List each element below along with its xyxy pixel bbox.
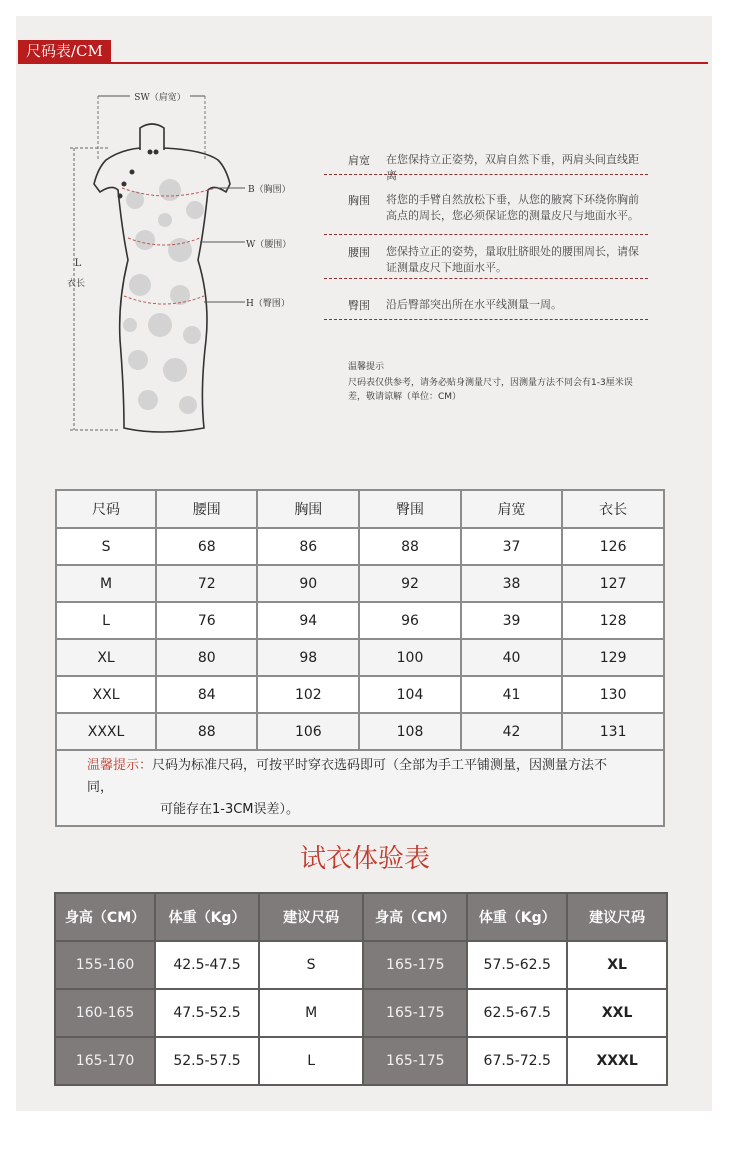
fit-row bbox=[55, 1037, 667, 1085]
header-cell: 体重（Kg） bbox=[155, 893, 259, 941]
table-cell: 130 bbox=[562, 676, 664, 713]
header-cell: 体重（Kg） bbox=[467, 893, 567, 941]
measure-label: 臀围 bbox=[348, 299, 370, 312]
measure-label: 肩宽 bbox=[348, 154, 370, 167]
size-cell: XL bbox=[567, 941, 667, 989]
table-row bbox=[56, 639, 664, 676]
height-cell: 155-160 bbox=[55, 941, 155, 989]
table-row bbox=[56, 713, 664, 750]
table-row bbox=[56, 565, 664, 602]
table-cell: 90 bbox=[257, 565, 359, 602]
table-cell: 131 bbox=[562, 713, 664, 750]
height-cell: 165-175 bbox=[363, 941, 467, 989]
height-cell: 165-170 bbox=[55, 1037, 155, 1085]
table-cell: 40 bbox=[461, 639, 562, 676]
dashed-divider bbox=[324, 319, 648, 320]
measure-desc: 您保持立正的姿势，量取肚脐眼处的腰围周长，请保证测量皮尺下地面水平。 bbox=[386, 245, 639, 274]
weight-cell: 47.5-52.5 bbox=[155, 989, 259, 1037]
weight-cell: 67.5-72.5 bbox=[467, 1037, 567, 1085]
table-row bbox=[56, 676, 664, 713]
table-cell: 108 bbox=[359, 713, 461, 750]
table-cell: 42 bbox=[461, 713, 562, 750]
measure-bust bbox=[324, 192, 648, 232]
table-cell: 126 bbox=[562, 528, 664, 565]
measure-desc: 沿后臀部突出所在水平线测量一周。 bbox=[386, 298, 562, 311]
fit-row bbox=[55, 941, 667, 989]
waist-label: W（腰围） bbox=[246, 240, 292, 250]
header-cell: 建议尺码 bbox=[567, 893, 667, 941]
trial-title: 试衣体验表 bbox=[299, 844, 430, 874]
table-cell: 104 bbox=[359, 676, 461, 713]
height-cell: 165-175 bbox=[363, 1037, 467, 1085]
table-cell: 80 bbox=[156, 639, 257, 676]
size-cell: XXXL bbox=[56, 713, 156, 750]
weight-cell: 42.5-47.5 bbox=[155, 941, 259, 989]
table-cell: 92 bbox=[359, 565, 461, 602]
note-line-1: 尺码为标准尺码，可按平时穿衣选码即可（全部为手工平铺测量，因测量方法不同， bbox=[87, 758, 608, 795]
measure-label: 胸围 bbox=[348, 194, 370, 207]
header-cell: 身高（CM） bbox=[55, 893, 155, 941]
header-cell: 肩宽 bbox=[461, 490, 562, 528]
hip-label: H（臀围） bbox=[246, 299, 290, 309]
title-underline bbox=[18, 62, 708, 64]
fit-row bbox=[55, 989, 667, 1037]
measure-hip bbox=[324, 297, 648, 321]
measure-desc: 在您保持立正姿势，双肩自然下垂，两肩头间直线距离 bbox=[386, 153, 639, 182]
tip-title: 温馨提示 bbox=[348, 362, 385, 372]
size-table bbox=[55, 489, 665, 827]
weight-cell: 62.5-67.5 bbox=[467, 989, 567, 1037]
table-cell: 39 bbox=[461, 602, 562, 639]
fit-table bbox=[54, 892, 668, 1086]
note-label: 温馨提示： bbox=[87, 758, 153, 773]
dashed-divider bbox=[324, 278, 648, 279]
size-cell: XXL bbox=[567, 989, 667, 1037]
size-cell: XL bbox=[56, 639, 156, 676]
measure-desc: 将您的手臂自然放松下垂，从您的腋窝下环绕你胸前高点的周长，您必须保证您的测量皮尺与地面水平。 bbox=[386, 193, 639, 222]
section-title: 尺码表/CM bbox=[18, 40, 111, 62]
table-row bbox=[56, 602, 664, 639]
size-cell: XXL bbox=[56, 676, 156, 713]
table-cell: 96 bbox=[359, 602, 461, 639]
size-note bbox=[56, 750, 664, 826]
note-row bbox=[56, 750, 664, 826]
header-cell: 建议尺码 bbox=[259, 893, 363, 941]
header-cell: 衣长 bbox=[562, 490, 664, 528]
table-cell: 37 bbox=[461, 528, 562, 565]
weight-cell: 52.5-57.5 bbox=[155, 1037, 259, 1085]
size-cell: XXXL bbox=[567, 1037, 667, 1085]
frog-buttons bbox=[118, 150, 159, 199]
lace-pattern bbox=[123, 179, 204, 414]
bust-label: B（胸围） bbox=[248, 185, 291, 195]
dashed-divider bbox=[324, 234, 648, 235]
size-cell: M bbox=[56, 565, 156, 602]
length-letter: L bbox=[74, 258, 82, 269]
measure-waist bbox=[324, 244, 648, 284]
header-cell: 腰围 bbox=[156, 490, 257, 528]
table-cell: 102 bbox=[257, 676, 359, 713]
table-cell: 129 bbox=[562, 639, 664, 676]
header-cell: 尺码 bbox=[56, 490, 156, 528]
table-row bbox=[56, 528, 664, 565]
size-cell: M bbox=[259, 989, 363, 1037]
size-cell: S bbox=[259, 941, 363, 989]
table-cell: 128 bbox=[562, 602, 664, 639]
table-cell: 100 bbox=[359, 639, 461, 676]
tip-text: 尺码表仅供参考，请务必贴身测量尺寸，因测量方法不同会有1-3厘米误差，敬请谅解（单位：CM） bbox=[348, 378, 633, 402]
table-cell: 98 bbox=[257, 639, 359, 676]
dashed-divider bbox=[324, 174, 648, 175]
table-cell: 41 bbox=[461, 676, 562, 713]
table-cell: 94 bbox=[257, 602, 359, 639]
header-cell: 胸围 bbox=[257, 490, 359, 528]
table-cell: 88 bbox=[156, 713, 257, 750]
table-cell: 72 bbox=[156, 565, 257, 602]
dress-diagram bbox=[40, 80, 340, 450]
sw-label: SW（肩宽） bbox=[134, 93, 186, 103]
header-cell: 臀围 bbox=[359, 490, 461, 528]
table-header-row bbox=[56, 490, 664, 528]
table-cell: 84 bbox=[156, 676, 257, 713]
table-cell: 38 bbox=[461, 565, 562, 602]
height-cell: 165-175 bbox=[363, 989, 467, 1037]
table-cell: 88 bbox=[359, 528, 461, 565]
size-cell: L bbox=[56, 602, 156, 639]
weight-cell: 57.5-62.5 bbox=[467, 941, 567, 989]
table-cell: 106 bbox=[257, 713, 359, 750]
header-cell: 身高（CM） bbox=[363, 893, 467, 941]
note-line-2: 可能存在1-3CM误差）。 bbox=[160, 802, 300, 817]
size-cell: S bbox=[56, 528, 156, 565]
table-cell: 76 bbox=[156, 602, 257, 639]
size-cell: L bbox=[259, 1037, 363, 1085]
table-cell: 86 bbox=[257, 528, 359, 565]
table-cell: 68 bbox=[156, 528, 257, 565]
height-cell: 160-165 bbox=[55, 989, 155, 1037]
qipao-outline bbox=[94, 124, 230, 432]
fit-header-row bbox=[55, 893, 667, 941]
measure-shoulder bbox=[324, 152, 648, 182]
measure-label: 腰围 bbox=[348, 246, 370, 259]
length-label: 衣长 bbox=[66, 279, 86, 289]
table-cell: 127 bbox=[562, 565, 664, 602]
